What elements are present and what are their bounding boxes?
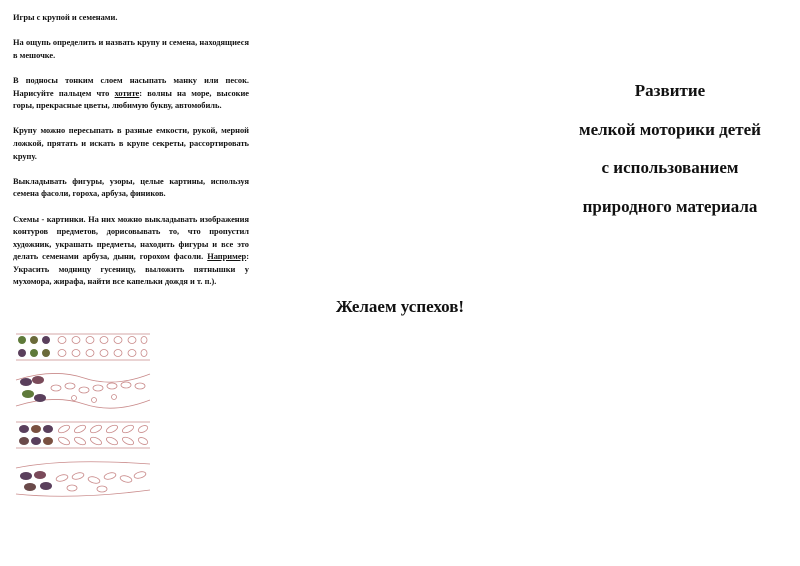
cover-title-line-4: природного материала [582, 196, 758, 216]
left-panel [13, 12, 249, 302]
cover-title-line-2: мелкой моторики детей [579, 119, 761, 139]
paragraph-figures: Выкладывать фигуры, узоры, целые картины, используя семена фасоли, гороха, арбуза, фиников. [13, 176, 249, 199]
games-title: Игры с крупой и семенами. [13, 13, 118, 22]
paragraph-schemes-text-2: : Украсить модницу гусеницу, выложить пятнышки у мухомора, жирафа, найти все капельки дождя и т. п.). [13, 252, 249, 287]
cover-title-line-3: с использованием [601, 158, 739, 177]
wish-text: Желаем успехов! [335, 297, 465, 316]
seed-pattern-illustration [14, 330, 154, 500]
paragraph-schemes [13, 214, 249, 290]
paragraph-schemes-text-1: Схемы - картинки. На них можно выкладывать изображения контуров предметов, дорисовывать то, что пропустил художник, украшать предметы, находить фигуры и все это делать семенами арбуза, дыни, горохом фасоли. [13, 214, 249, 262]
paragraph-schemes-underlined: Например [207, 252, 247, 262]
pattern-row-4 [16, 462, 150, 497]
paragraph-touch: На ощупь определить и назвать крупу и семена, находящиеся в мешочке. [13, 38, 249, 60]
paragraph-pour: Крупу можно пересыпать в разные емкости, рукой, мерной ложкой, прятать и искать в крупе секреты, рассортировать крупу. [13, 126, 249, 161]
pattern-row-3 [16, 422, 150, 448]
cover-title-line-1: Развитие [634, 81, 706, 100]
paragraph-draw-underlined: хотите [114, 88, 140, 98]
paragraph-draw-text-1: В подносы тонким слоем насыпать манку или песок. Нарисуйте пальцем что [13, 75, 249, 98]
paragraph-draw [13, 75, 249, 113]
cover-title [552, 78, 788, 232]
paragraph-draw-text-2: : волны на море, высокие горы, прекрасные цветы, любимую букву, автомобиль. [13, 88, 249, 111]
pattern-row-1 [16, 334, 150, 360]
pattern-row-2 [16, 373, 150, 408]
seed-pattern-figure [14, 330, 154, 500]
